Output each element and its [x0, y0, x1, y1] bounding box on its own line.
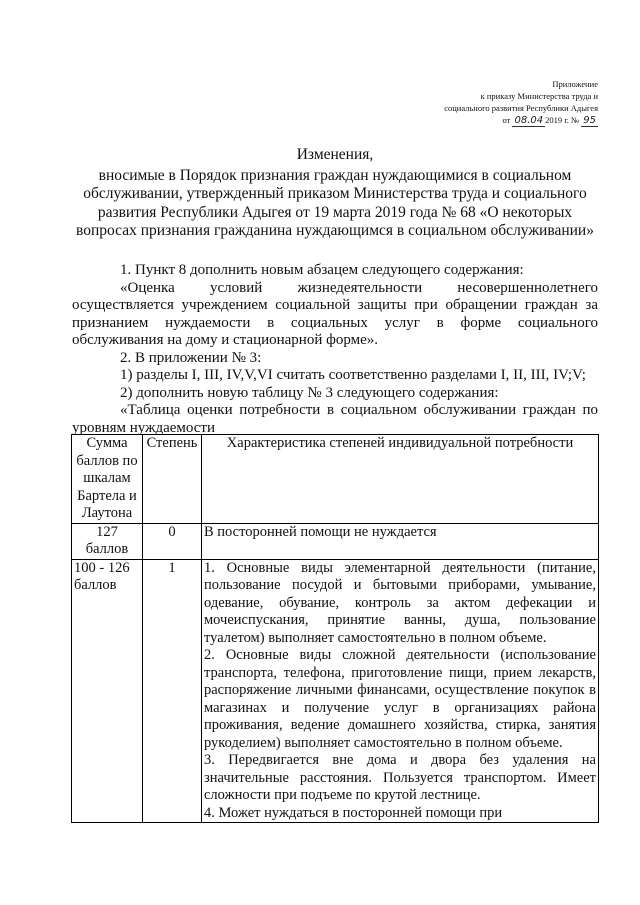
- table-row: [72, 523, 599, 559]
- header-score: Сумма баллов по шкалам Бартела и Лаутона: [72, 435, 143, 524]
- characteristic-cell: [202, 559, 599, 823]
- appendix-line-1: Приложение: [552, 79, 598, 89]
- header-characteristic: Характеристика степеней индивидуальной потребности: [202, 435, 599, 524]
- degree-cell: 1: [143, 559, 202, 823]
- appendix-header: [338, 78, 598, 127]
- characteristic-item: В посторонней помощи не нуждается: [204, 523, 437, 540]
- characteristic-item: 3. Передвигается вне дома и двора без удаления на значительные расстояния. Пользуется транспортом. Имеет сложности при подъеме по крутой лестнице.: [204, 752, 596, 803]
- date-prefix: от: [502, 115, 511, 125]
- header-degree: Степень: [143, 435, 202, 524]
- paragraph-3: 2. В приложении № 3:: [120, 349, 262, 366]
- appendix-line-3: социального развития Республики Адыгея: [444, 103, 598, 113]
- paragraph-4: 1) разделы I, III, IV,V,VI считать соответственно разделами I, II, III, IV;V;: [120, 367, 586, 383]
- appendix-date-line: [338, 114, 598, 127]
- characteristic-item: 2. Основные виды сложной деятельности (использование транспорта, телефона, приготовление пищи, прием лекарств, распоряжение личными финансами, осуществление покупок в магазинах и получение услуг в организациях района проживания, ведение домашнего хозяйства, стирка, занятия рукоделием) выполняет самостоятельно в полном объеме.: [204, 647, 596, 751]
- title-description: вносимые в Порядок признания граждан нуждающимися в социальном обслуживании, утвержденный приказом Министерства труда и социального развития Республики Адыгея от 19 марта 2019 года № 68 «О некоторых вопросах признания гражданина нуждающимся в социальном обслуживании»: [76, 166, 594, 239]
- characteristic-item: 1. Основные виды элементарной деятельности (питание, пользование посудой и бытовыми приборами, умывание, одевание, обувание, контроль за актом дефекации и мочеиспускания, принятие ванны, душа, пользование туалетом) выполняет самостоятельно в полном объеме.: [204, 559, 596, 646]
- handwritten-date: 08.04: [514, 115, 544, 126]
- document-title: [70, 146, 600, 241]
- table-row: [72, 559, 599, 823]
- appendix-line-2: к приказу Министерства труда и: [480, 91, 598, 101]
- score-cell: 100 - 126 баллов: [72, 559, 143, 823]
- document-body: [72, 262, 598, 437]
- paragraph-2: «Оценка условий жизнедеятельности несовершеннолетнего осуществляется учреждением социальной защиты при обращении граждан за признанием нуждаемости в социальных услуг в форме социального обслуживания на дому и стационарной форме».: [72, 279, 598, 348]
- paragraph-6: «Таблица оценки потребности в социальном обслуживании граждан по уровням нуждаемости: [72, 402, 598, 436]
- handwritten-number: 95: [583, 115, 596, 126]
- score-cell: 127 баллов: [72, 523, 143, 559]
- title-heading: Изменения,: [296, 146, 374, 163]
- degree-cell: 0: [143, 523, 202, 559]
- table-header-row: [72, 435, 599, 524]
- characteristic-item: 4. Может нуждаться в посторонней помощи при: [204, 804, 503, 821]
- needs-assessment-table: [71, 434, 599, 823]
- paragraph-5: 2) дополнить новую таблицу № 3 следующего содержания:: [120, 384, 499, 401]
- order-year: 2019 г. №: [545, 115, 580, 125]
- characteristic-cell: [202, 523, 599, 559]
- paragraph-1: 1. Пункт 8 дополнить новым абзацем следующего содержания:: [120, 262, 524, 278]
